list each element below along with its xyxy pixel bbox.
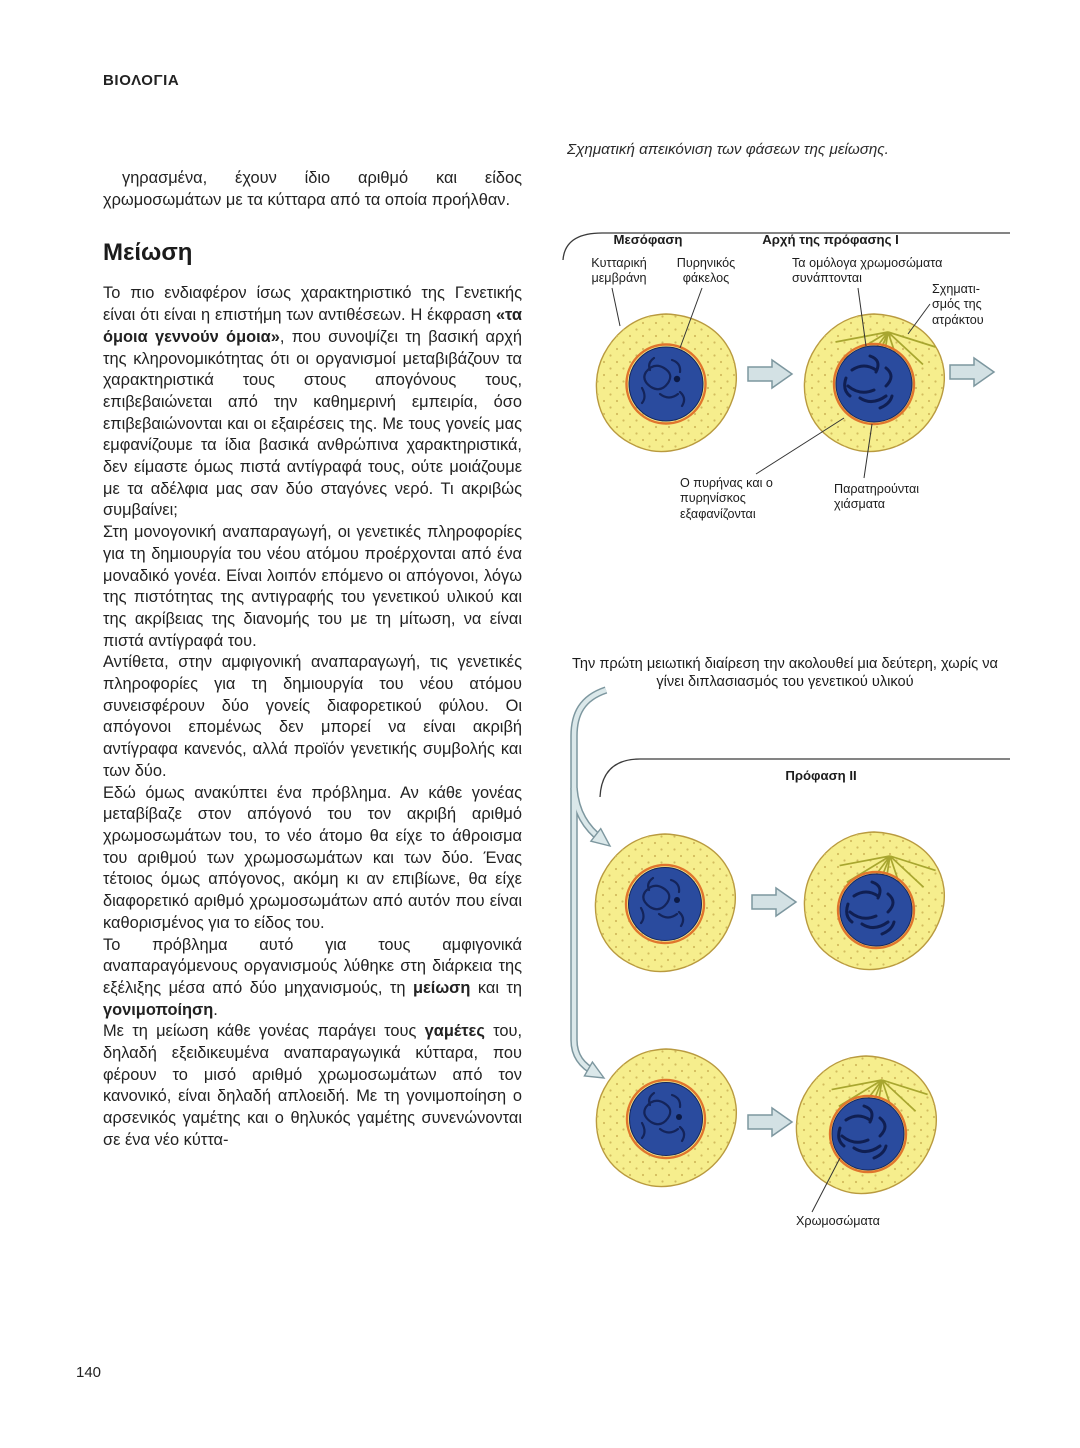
body-paragraph: Αντίθετα, στην αμφιγονική αναπαραγωγή, τις γενετικές πληροφορίες για τη δημιουργία του νέου ατόμου συνεισφέρουν δύο γονείς διαφορετικού φύλου. Οι απόγονοι επομένως δεν μπορεί να είναι ακριβή αντίγραφα κανενός, αλλά προϊόν γενετικής συμβολής και των δύο.: [103, 653, 522, 780]
label-chromosomes: Χρωμοσώματα: [796, 1214, 880, 1228]
cell-prophase2-a: [595, 834, 735, 972]
label-nuclear-envelope: Πυρηνικός φάκελος: [676, 256, 736, 286]
block-arrow-exit: [950, 358, 994, 386]
page-number: 140: [76, 1364, 102, 1381]
meiosis-figure: [560, 222, 1018, 1282]
block-arrow-2: [752, 888, 796, 916]
label-second-division-note: Την πρώτη μειωτική διαίρεση την ακολουθεί μια δεύτερη, χωρίς να γίνει διπλασιασμός του γενετικού υλικού: [572, 656, 998, 690]
page-header: ΒΙΟΛΟΓΙΑ: [103, 72, 180, 89]
block-arrow-1: [748, 360, 792, 388]
label-cell-membrane: Κυτταρική μεμβράνη: [591, 256, 647, 286]
body-paragraph: Με τη μείωση κάθε γονέας παράγει τους γαμέτες του, δηλαδή εξειδικευμένα αναπαραγωγικά κύτταρα, που φέρουν το μισό αριθμό χρωμοσωμάτων από τον κανονικό, είναι δηλαδή απλοειδή. Με τη γονιμοποίηση ο αρσενικός γαμέτης και ο θηλυκός γαμέτης συνενώνονται σε ένα νέο κύττα-: [103, 1022, 522, 1149]
article-body: [103, 283, 522, 1151]
text-column: [103, 168, 522, 1152]
nucleolus: [674, 376, 680, 382]
label-chiasmata: Παρατηρούνται χιάσματα: [834, 482, 920, 512]
section-heading: Μείωση: [103, 239, 193, 267]
label-spindle-formation: Σχηματι-σμός της ατράκτου: [932, 282, 984, 327]
cell-prophase2-d: [796, 1056, 936, 1194]
cell-prophase2-b: [804, 832, 944, 970]
label-mesophase: Μεσόφαση: [613, 232, 683, 247]
label-nucleus-disappears: Ο πυρήνας και ο πυρηνίσκος εξαφανίζονται: [680, 476, 773, 521]
pointer-cell-membrane: [612, 288, 620, 326]
cell-prophase2-c: [596, 1049, 736, 1187]
block-arrow-3: [748, 1108, 792, 1136]
label-prophase1: Αρχή της πρόφασης I: [762, 232, 899, 247]
cell-prophase1: [804, 314, 944, 452]
meiosis-diagram: [560, 222, 1018, 1282]
nucleolus: [674, 897, 680, 903]
pointer-nucleus-disappears: [756, 418, 844, 474]
body-paragraph: Στη μονογονική αναπαραγωγή, οι γενετικές πληροφορίες για τη δημιουργία του νέου ατόμου προέρχονται από ένα μοναδικό γονέα. Είναι λοιπόν επόμενο οι απόγονοι, λόγω της πιστότητας της αντιγραφής του γενετικού υλικού και της ακρίβειας της διανομής του με τη μίτωση, να είναι πιστά αντίγραφά του.: [103, 523, 522, 650]
body-paragraph: Το πρόβλημα αυτό για τους αμφιγονικά αναπαραγόμενους οργανισμούς λύθηκε στη διάρκεια της εξέλιξης μέσα από δύο μηχανισμούς, τη μείωση και τη γονιμοποίηση.: [103, 935, 522, 1019]
nucleolus: [676, 1114, 682, 1120]
body-paragraph: Εδώ όμως ανακύπτει ένα πρόβλημα. Αν κάθε γονέας μεταβίβαζε στον απόγονό του τον ακριβή αριθμό χρωμοσωμάτων του, το νέο άτομο θα είχε το άθροισμα του αριθμού των χρωμοσωμάτων και των δύο. Ένας τέτοιος όμως απόγονος, ακόμη κι αν επιβίωνε, θα είχε διαφορετικό αριθμό χρωμοσωμάτων από αυτόν που είναι καθορισμένος για το είδος του.: [103, 783, 522, 932]
continuation-paragraph: γηρασμένα, έχουν ίδιο αριθμό και είδος χρωμοσωμάτων με τα κύτταρα από τα οποία προήλθαν.: [103, 169, 522, 209]
label-prophase2: Πρόφαση II: [785, 768, 857, 783]
cell-interphase: [596, 314, 736, 452]
label-homologous-pairing: Τα ομόλογα χρωμοσώματα συνάπτονται: [792, 256, 943, 286]
figure-caption: Σχηματική απεικόνιση των φάσεων της μείωσης.: [567, 141, 889, 158]
body-paragraph: Το πιο ενδιαφέρον ίσως χαρακτηριστικό της Γενετικής είναι ότι είναι η επιστήμη των αντιθέσεων. Η έκφραση «τα όμοια γεννούν όμοια», που συνοψίζει τη βασική αρχή της κληρονομικότητας ότι οι οργανισμοί μεταβιβάζουν τα χαρακτηριστικά τους στους απογόνους τους, επιβεβαιώνεται από την καθημερινή εμπειρία, όσο επιβεβαιώνονται και οι εξαιρέσεις της. Με τους γονείς μας εμφανίζουμε τα ίδια βασικά ανθρώπινα χαρακτηριστικά, δεν είμαστε όμως πιστά αντίγραφά τους, ούτε μοιάζουμε με τα αδέλφια μας σαν δύο σταγόνες νερό. Τι ακριβώς συμβαίνει;: [103, 284, 522, 520]
